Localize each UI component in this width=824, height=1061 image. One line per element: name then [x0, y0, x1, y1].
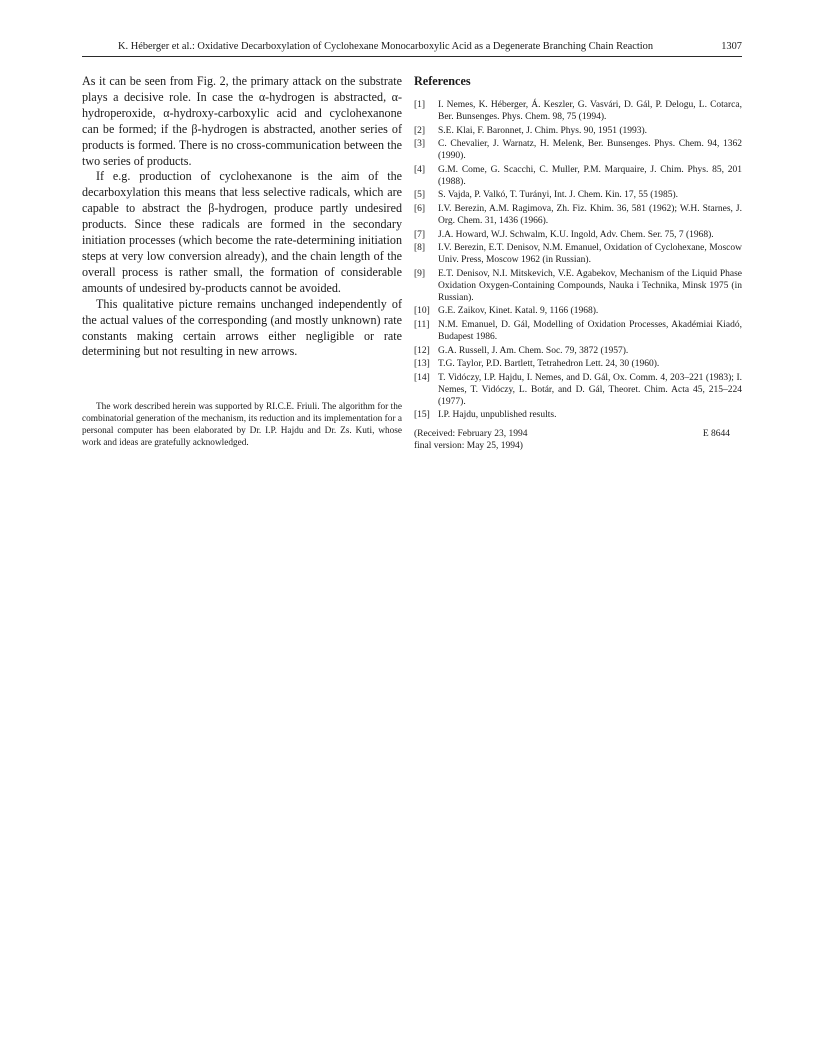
reference-number: [10] [414, 306, 430, 317]
reference-text: I.P. Hajdu, unpublished results. [438, 410, 557, 421]
body-paragraph-1: As it can be seen from Fig. 2, the primary attack on the substrate plays a decisive role. In case the α-hydrogen is abstracted, α-hydroperoxide, α-hydroxy-carboxylic acid and cyclohexanone can be formed; if the β-hydrogen is abstracted, another series of products is formed. There is no cross-communication between the two series of products. [82, 74, 402, 168]
reference-number: [9] [414, 268, 426, 279]
page-number: 1307 [721, 41, 742, 52]
reference-item [414, 409, 742, 421]
received-note [414, 428, 742, 452]
body-paragraph-2: If e.g. production of cyclohexanone is the aim of the decarboxylation this means that less selective radicals, which are capable to abstract the β-hydrogen, produce partly undesired products. Since these radicals are formed in the secondary initiation processes (which become the rate-determining initiation steps at very low conversion already), and the chain length of the overall process is rather small, the formation of considerable amounts of undesired by-products cannot be avoided. [82, 169, 402, 295]
left-column [82, 74, 402, 450]
reference-item [414, 99, 742, 123]
reference-text: I.V. Berezin, E.T. Denisov, N.M. Emanuel, Oxidation of Cyclohexane, Moscow Univ. Press, Moscow 1962 (in Russian). [438, 243, 742, 266]
reference-number: [12] [414, 345, 430, 356]
reference-item [414, 372, 742, 408]
reference-number: [2] [414, 125, 426, 136]
reference-text: G.A. Russell, J. Am. Chem. Soc. 79, 3872 (1957). [438, 345, 629, 356]
reference-number: [1] [414, 100, 426, 110]
reference-number: [13] [414, 359, 430, 370]
reference-item [414, 229, 742, 241]
reference-text: I. Nemes, K. Héberger, Á. Keszler, G. Vasvári, D. Gál, P. Delogu, L. Cotarca, Ber. Bunsenges. Phys. Chem. 98, 75 (1994). [438, 100, 742, 122]
reference-item [414, 358, 742, 370]
manuscript-code: E 8644 [702, 429, 730, 440]
running-title: K. Héberger et al.: Oxidative Decarboxylation of Cyclohexane Monocarboxylic Acid as a Degenerate Branching Chain Reaction [118, 41, 654, 52]
reference-number: [5] [414, 190, 426, 201]
reference-text: C. Chevalier, J. Warnatz, H. Melenk, Ber. Bunsenges. Phys. Chem. 94, 1362 (1990). [438, 139, 742, 162]
reference-text: T.G. Taylor, P.D. Bartlett, Tetrahedron Lett. 24, 30 (1960). [438, 359, 660, 370]
body-paragraph-3: This qualitative picture remains unchanged independently of the actual values of the corresponding (and mostly unknown) rate constants making certain arrows either negligible or rate determining but not resulting in new arrows. [82, 296, 402, 359]
received-date: (Received: February 23, 1994 [414, 429, 528, 440]
header-rule [82, 56, 742, 57]
reference-number: [15] [414, 410, 430, 421]
reference-text: G.M. Come, G. Scacchi, C. Muller, P.M. Marquaire, J. Chim. Phys. 85, 201 (1988). [438, 164, 742, 187]
reference-list [414, 99, 742, 421]
reference-number: [14] [414, 372, 430, 383]
reference-item [414, 319, 742, 343]
reference-text: E.T. Denisov, N.I. Mitskevich, V.E. Agabekov, Mechanism of the Liquid Phase Oxidation Oxygen-Containing Compounds, Nauka i Technika, Minsk 1975 (in Russian). [438, 268, 742, 303]
reference-text: S. Vajda, P. Valkó, T. Turányi, Int. J. Chem. Kin. 17, 55 (1985). [438, 190, 678, 201]
reference-text: G.E. Zaikov, Kinet. Katal. 9, 1166 (1968). [438, 306, 599, 317]
reference-item [414, 138, 742, 162]
reference-item [414, 203, 742, 227]
reference-item [414, 164, 742, 188]
reference-text: J.A. Howard, W.J. Schwalm, K.U. Ingold, Adv. Chem. Ser. 75, 7 (1968). [438, 229, 714, 240]
reference-text: S.E. Klai, F. Baronnet, J. Chim. Phys. 90, 1951 (1993). [438, 125, 648, 136]
reference-item [414, 242, 742, 266]
acknowledgement: The work described herein was supported by RI.C.E. Friuli. The algorithm for the combinatorial generation of the mechanism, its reduction and its implementation for a personal computer has been elaborated by Dr. I.P. Hajdu and Dr. Zs. Kuti, whose work and ideas are gratefully acknowledged. [82, 402, 402, 448]
reference-text: N.M. Emanuel, D. Gál, Modelling of Oxidation Processes, Akadémiai Kiadó, Budapest 1986. [438, 319, 742, 342]
reference-item [414, 125, 742, 137]
reference-item [414, 189, 742, 201]
references-heading: References [414, 74, 471, 88]
reference-number: [7] [414, 229, 426, 240]
reference-number: [6] [414, 203, 426, 214]
reference-number: [8] [414, 243, 426, 254]
reference-item [414, 268, 742, 304]
reference-item [414, 305, 742, 317]
reference-number: [4] [414, 164, 426, 175]
reference-item [414, 345, 742, 357]
right-column [414, 74, 742, 452]
final-version-date: final version: May 25, 1994) [414, 441, 523, 452]
reference-text: T. Vidóczy, I.P. Hajdu, I. Nemes, and D. Gál, Ox. Comm. 4, 203–221 (1983); I. Nemes, T. Vidóczy, L. Botár, and D. Gál, Theoret. Chim. Acta 45, 215–224 (1977). [438, 372, 742, 407]
reference-text: I.V. Berezin, A.M. Ragimova, Zh. Fiz. Khim. 36, 581 (1962); W.H. Starnes, J. Org. Chem. 31, 1436 (1966). [438, 203, 742, 226]
reference-number: [3] [414, 139, 426, 150]
reference-number: [11] [414, 319, 430, 330]
